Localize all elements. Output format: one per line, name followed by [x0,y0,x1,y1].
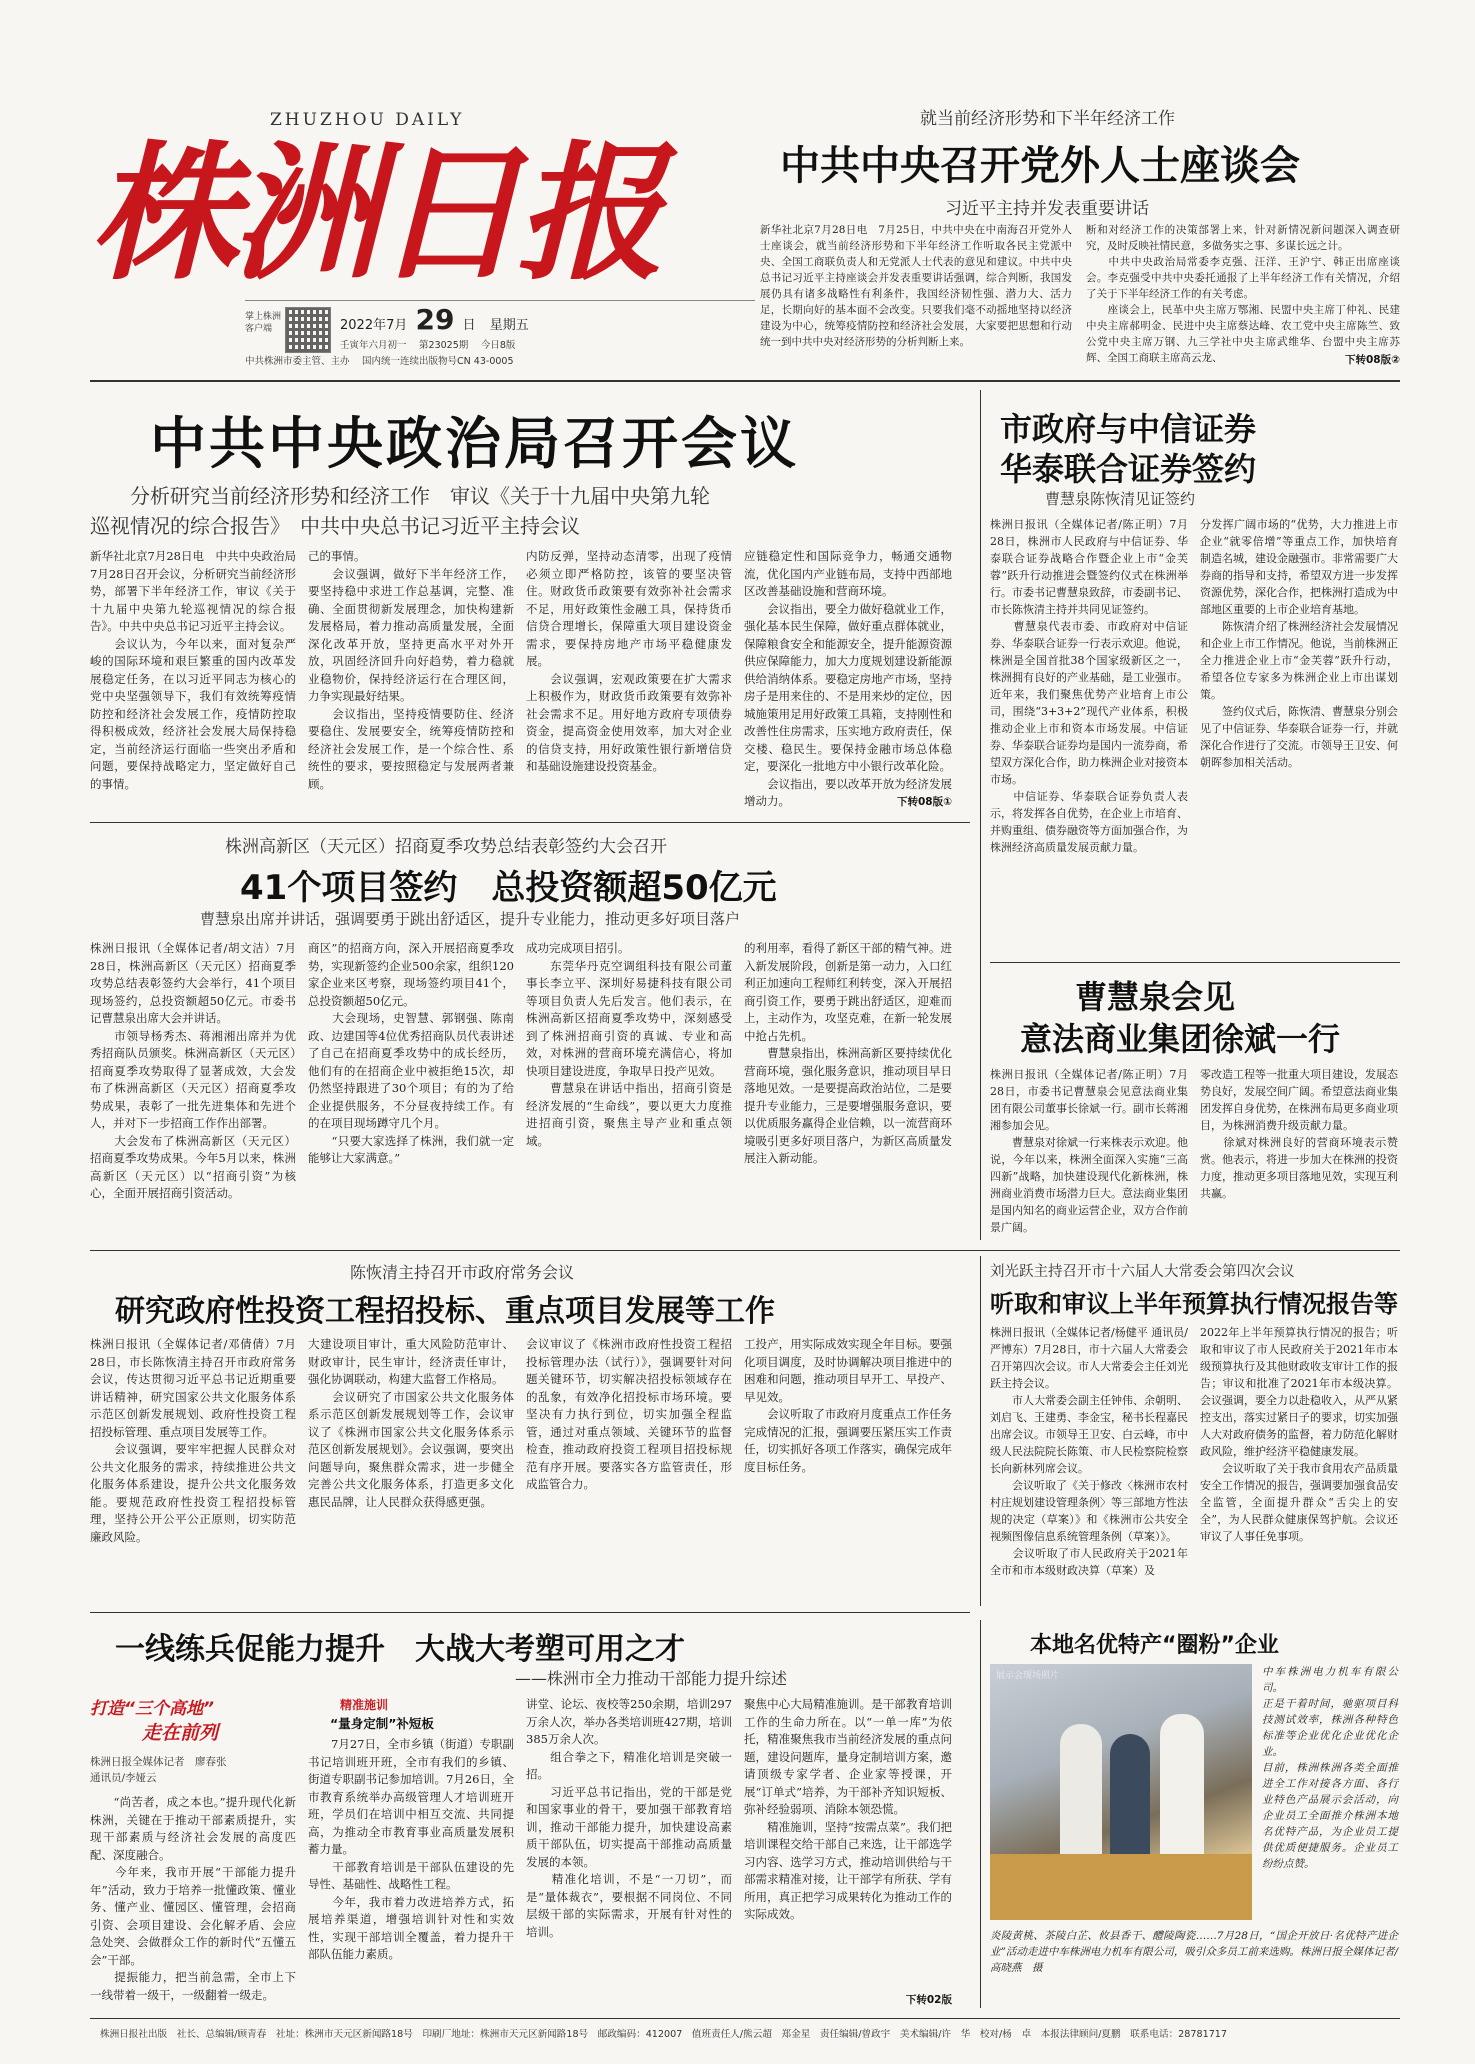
footer-info: 株洲日报社出版 社长、总编辑/顾青春 社址：株洲市天元区新闻路18号 印刷厂地址：株洲市天元区新闻路18号 邮政编码：412007 值班责任人/熊云超 郑金星 责任编辑/曾政宇 美术编辑/许 华 校对/杨 卓 本报法律顾问/夏鹏 联系电话：28781717 [100,2029,1228,2040]
divider-politburo [90,822,970,823]
highzone-col-4: 的利用率，看得了新区干部的精气神。进入新发展阶段，创新是第一动力，入口红利正加速向工程师红利转变，深入开展招商引资工作，要勇于跳出舒适区，迎难而上，主动作为，攻坚克难，在新一轮发展中抢占先机。 曹慧泉指出，株洲高新区要持续优化营商环境，强化服务意识，推动项目早日落地见效。一是要提高政治站位，二是要提升专业能力，三是要增强服务意识，要以优质服务赢得企业信赖，以一流营商环境吸引更多好项目落户，为新区高质量发展注入新动能。 [744,941,952,1165]
gov-col-2: 大建设项目审计，重大风险防范审计、财政审计，民生审计，经济责任审计，强化协调联动，构建大监督工作格局。 会议研究了市国家公共文化服务体系示范区创新发展规划等工作，会议审议了《株洲市国家公共文化服务体系示范区创新发展规划》。会议强调，要突出问题导向，聚焦群众需求，进一步健全完善公共文化服务体系，打造更多文化惠民品牌，让人民群众获得感更强。 [308,1337,514,1509]
date-day: 29 [415,303,455,336]
enterprise-side-text: 中车株洲电力机车有限公司。 正是干着时间，驰驱项目科技测试效率，株洲各种特色标准等企业优化企业优化企业。 目前，株洲株洲各类全面推进全工作对接各方面、各行业特色产品展示会活动，向企业员工全面推介株洲本地名优特产品，为企业员工提供优质便捷服务。企业员工纷纷点赞。 [1262,1666,1398,1870]
gov-kicker: 陈恢清主持召开市政府常务会议 [350,1263,575,1282]
politburo-article [90,390,970,810]
cn-code: 国内统一连续出版物号CN 43-0005 [362,356,514,367]
photo-person-1 [1060,1724,1102,1864]
issue-date [340,303,529,336]
divider-footer [90,2018,1400,2019]
politburo-col-3: 内防反弹，坚持动态清零，出现了疫情必须立即严格防控，该管的要坚决管住。财政货币政策要有效弥补社会需求不足，用好政策性金融工具，保持货币信贷合理增长，保障重大项目建设资金需求，要保持房地产市场平稳健康发展。 会议强调，宏观政策要在扩大需求上积极作为，财政货币政策要有效弥补社会需求不足。用好地方政府专项债券资金，提高资金使用效率，加大对企业的信贷支持，用好政策性银行新增信贷和基础设施建设投资基金。 [526,549,732,773]
npc-title[interactable]: 听取和审议上半年预算执行情况报告等 [990,1290,1398,1318]
caomeet-col-2: 零改造工程等一批重大项目建设，发展态势良好，发展空间广阔。希望意法商业集团发挥自身优势，在株洲布局更多商业项目，为株洲消费升级贡献力量。 徐斌对株洲良好的营商环境表示赞赏。他表示，将进一步加大在株洲的投资力度，推动更多项目落地见效，实现互利共赢。 [1200,1068,1398,1200]
caomeet-title-1[interactable]: 曹慧泉会见 [1075,978,1236,1016]
enterprise-article [990,1624,1400,2010]
politburo-continue[interactable]: 下转08版① [896,796,952,808]
photo-person-3 [1160,1714,1204,1864]
training-continue[interactable]: 下转02版 [905,1994,952,2006]
citic-col-1: 株洲日报讯（全媒体记者/陈正明）7月28日，株洲市人民政府与中信证券、华泰联合证券战略合作暨企业上市“金芙蓉”跃升行动推进会暨签约仪式在株洲举行。市委书记曹慧泉致辞，市委副书记、市长陈恢清主持并共同见证签约。 曹慧泉代表市委、市政府对中信证券、华泰联合证券一行表示欢迎。他说，株洲是全国首批38个国家级新区之一，株洲拥有良好的产业基础，是工业强市。近年来，我们聚焦优势产业培育上市公司，围绕“3+3+2”现代产业体系，积极推动企业上市和资本市场发展。中信证券、华泰联合证券均是国内一流券商，希望双方深化合作，助力株洲企业对接资本市场。 中信证券、华泰联合证券负责人表示，将发挥各自优势，在企业上市培育、并购重组、债券融资等方面加强合作，为株洲经济高质量发展贡献力量。 [990,518,1188,854]
enterprise-photo[interactable] [990,1664,1252,1920]
lead-subtitle: 习近平主持并发表重要讲话 [945,199,1149,219]
page-count: 今日8版 [480,340,516,351]
training-title[interactable]: 一线练兵促能力提升 大战大考塑可用之才 [115,1632,685,1667]
divider-vertical-1 [980,390,981,1240]
lead-title[interactable]: 中共中央召开党外人士座谈会 [780,143,1300,189]
highzone-col-2: 商区”的招商方向，深入开展招商夏季攻势，实现新签约企业500余家，组织120家企业来区考察，现场签约项目41个，总投资额超50亿元。 大会现场，史智慧、郭钢强、陈南政、边建国等4位优秀招商队员代表讲述了自己在招商夏季攻势中的成长经历，他们有的在招商企业中被拒绝15次，却仍然坚持跟进了30个项目；有的为了给企业提供服务，不分昼夜持续工作。有的在项目现场蹲守几个月。 “只要大家选择了株洲，我们就一定能够让大家满意。” [308,941,514,1165]
lunar-date: 壬寅年六月初一 [340,340,407,351]
training-col-4: 聚焦中心大局精准施训。是干部教育培训工作的生命力所在。以“一单一库”为依托，精准聚焦我市当前经济发展的重点问题，建设问题库，量身定制培训方案，邀请顶级专家学者、企业家等授课，开展“订单式”培养，为干部补齐知识短板、弥补经验弱项、消除本领恐慌。 精准施训，坚持“按需点菜”。我们把培训课程交给干部自己来选，让干部选学习内容、选学习方式，推动培训供给与干部需求精准对接，让干部学有所获、学有所用，真正把学习成果转化为推动工作的实际成效。 [744,1697,952,1921]
section-logo [90,1694,286,1744]
app-label: 掌上株洲 客户端 [245,312,282,334]
highzone-article [90,828,970,1240]
issue-info-line [340,337,515,351]
section-logo-line-1: 打造“三个高地” [90,1699,214,1719]
politburo-col-1: 新华社北京7月28日电 中共中央政治局7月28日召开会议，分析研究当前经济形势，部署下半年经济工作，审议《关于十九届中央第九轮巡视情况的综合报告》。中共中央总书记习近平主持会议。 会议认为，今年以来，面对复杂严峻的国际环境和艰巨繁重的国内改革发展稳定任务，在以习近平同志为核心的党中央坚强领导下，我们有效统筹疫情防控和经济社会发展工作，疫情防控取得积极成效，经济社会发展大局保持稳定，当前经济运行面临一些突出矛盾和问题，要保持战略定力，坚定做好自己的事情。 [90,549,296,791]
politburo-subtitle-2: 巡视情况的综合报告》 中共中央总书记习近平主持会议 [90,514,580,538]
gov-title[interactable]: 研究政府性投资工程招投标、重点项目发展等工作 [115,1294,775,1329]
lead-kicker: 就当前经济形势和下半年经济工作 [920,109,1175,129]
highzone-title[interactable]: 41个项目签约 总投资额超50亿元 [240,868,777,908]
politburo-col-2: 己的事情。 会议强调，做好下半年经济工作，要坚持稳中求进工作总基调，完整、准确、全面贯彻新发展理念，加快构建新发展格局，着力推动高质量发展，全面深化改革开放，坚持更高水平对外开放，巩固经济回升向好趋势，着力稳就业稳物价，保持经济运行在合理区间，力争实现最好结果。 会议指出，坚持疫情要防住、经济要稳住、发展要安全，统筹疫情防控和经济社会发展工作，是一个综合性、系统性的要求，要按照稳定与发展两者兼顾。 [308,549,514,791]
divider-gov [90,1612,970,1613]
training-byline: 株洲日报全媒体记者 廖春张 通讯员/李娅云 [90,1756,227,1784]
enterprise-title[interactable]: 本地名优特产“圈粉”企业 [1030,1633,1279,1658]
politburo-title[interactable]: 中共中央政治局召开会议 [150,412,799,477]
npc-col-1: 株洲日报讯（全媒体记者/杨健平 通讯员/严博东）7月28日，市十六届人大常委会召开第四次会议。市人大常委会主任刘光跃主持会议。 市人大常委会副主任钟伟、余朝明、刘启飞、王建勇、李金宝，秘书长程嘉民出席会议。市领导王卫安、白云峰，市中级人民法院院长陈策、市人民检察院检察长向新林列席会议。 会议听取了《关于修改〈株洲市农村村庄规划建设管理条例〉等三部地方性法规的决定（草案）》和《株洲市公共安全视频图像信息系统管理条例（草案）》。 会议听取了市人民政府关于2021年全市和市本级财政决算（草案）及 [990,1326,1188,1577]
caomeet-article [990,968,1400,1240]
gov-col-3: 会议审议了《株洲市政府性投资工程招投标管理办法（试行）》，强调要针对问题关键环节，切实解决招投标领域存在的乱象，有效净化招投标市场环境。要坚决有力执行到位，切实加强全程监管，通过对重点领域、关键环节的监督检查，推动政府投资工程项目招投标规范有序开展。要落实各方监管责任，形成监管合力。 [526,1337,732,1491]
photo-label: 展示会现场照片 [996,1671,1060,1681]
lead-article [760,98,1400,368]
masthead-logo: 株洲日报 [90,126,658,300]
highzone-subtitle: 曹慧泉出席并讲话，强调要勇于跳出舒适区，提升专业能力，推动更多好项目落户 [200,910,741,928]
highzone-kicker: 株洲高新区（天元区）招商夏季攻势总结表彰签约大会召开 [225,837,667,857]
training-col-2-subhead: “量身定制”补短板 [330,1716,434,1731]
highzone-col-1: 株洲日报讯（全媒体记者/胡文洁）7月28日，株洲高新区（天元区）招商夏季攻势总结表彰签约大会举行，41个项目现场签约，总投资额超50亿元。市委书记曹慧泉出席大会并讲话。 市领导杨秀杰、蒋湘湘出席并为优秀招商队员颁奖。株洲高新区（天元区）招商夏季攻势取得了显著成效，大会发布了株洲高新区（天元区）招商夏季攻势成果，表彰了一批先进集体和先进个人，并对下一步招商工作作出部署。 大会发布了株洲高新区（天元区）招商夏季攻势成果。今年5月以来，株洲高新区（天元区）以“招商引资”为核心，全面开展招商引资活动。 [90,941,296,1200]
citic-subtitle: 曹慧泉陈恢清见证签约 [1045,490,1196,508]
divider-vertical-3 [980,1620,981,2008]
training-col-2: 7月27日，全市乡镇（街道）专职副书记培训班开班，全市有我们的乡镇、街道专职副书记参加培训。7月26日，全市教育系统举办高级管理人才培训班开班，学员们在培训中相互交流、共同提高，为推动全市教育事业高质量发展积蓄力量。 干部教育培训是干部队伍建设的先导性、基础性、战略性工程。 今年，我市着力改进培养方式，拓展培养渠道，增强培训针对性和实效性，实现干部培训全覆盖，着力提升干部队伍能力素质。 [308,1737,514,1961]
training-subtitle: ——株洲市全力推动干部能力提升综述 [515,1669,788,1688]
training-article [90,1618,970,2010]
caomeet-col-1: 株洲日报讯（全媒体记者/陈正明）7月28日，市委书记曹慧泉会见意法商业集团有限公司董事长徐斌一行。副市长蒋湘湘参加会见。 曹慧泉对徐斌一行来株表示欢迎。他说，今年以来，株洲全面深入实施“三高四新”战略，加快建设现代化新株洲，株洲商业消费市场潜力巨大。意法商业集团是国内知名的商业运营企业，双方合作前景广阔。 [990,1068,1188,1234]
divider-mid [90,1250,1400,1251]
section-logo-line-2: 走在前列 [142,1722,219,1744]
npc-col-2: 2022年上半年预算执行情况的报告；听取和审议了市人民政府关于2021年市本级预算执行及其他财政收支审计工作的报告；审议和批准了2021年市本级决算。会议强调，要全力以赴稳收入，从严从紧控支出，落实过紧日子的要求，切实加强人大对政府债务的监督，着力防范化解财政风险，维护经济平稳健康发展。 会议听取了关于我市食用农产品质量安全工作情况的报告，强调要加强食品安全监管，全面提升群众“舌尖上的安全”，为人民群众健康保驾护航。会议还审议了人事任免事项。 [1200,1326,1398,1543]
lead-continue[interactable]: 下转08版② [1344,354,1400,366]
training-col-2-head: 精准施训 [340,1698,389,1712]
masthead-info [245,300,755,366]
citic-title-2[interactable]: 华泰联合证券签约 [1000,450,1257,488]
politburo-col-4: 应链稳定性和国际竞争力，畅通交通物流，优化国内产业链布局，支持中西部地区改善基础设施和营商环境。 会议指出，要全力做好稳就业工作，强化基本民生保障，做好重点群体就业，保障粮食安全和能源安全，提升能源资源供应保障能力，加大力度规划建设新能源供给消纳体系。要稳定房地产市场，坚持房子是用来住的、不是用来炒的定位，因城施策用足用好政策工具箱，支持刚性和改善性住房需求，压实地方政府责任，保交楼、稳民生。要保持金融市场总体稳定，要深化一批地方中小银行改革化险。 会议指出，要以改革开放为经济发展增动力。 [744,549,952,808]
npc-article [990,1256,1400,1616]
lead-col-2: 断和对经济工作的决策部署上来，针对新情况新问题深入调查研究，及时反映社情民意，多做务实之事、多谋长远之计。 中共中央政治局常委李克强、汪洋、王沪宁、韩正出席座谈会。李克强受中共中央委托通报了上半年经济工作有关情况，介绍了关于下半年经济工作的有关考虑。 座谈会上，民革中央主席万鄂湘、民盟中央主席丁仲礼、民建中央主席郝明金、民进中央主席蔡达峰、农工党中央主席陈竺、致公党中央主席万钢、九三学社中央主席武维华、台盟中央主席苏辉、全国工商联主席高云龙、 [1086,224,1400,364]
highzone-col-3: 成功完成项目招引。 东莞华丹克空调组科技有限公司董事长李立平、深圳好易捷科技有限公司等项目负责人先后发言。他们表示，在株洲高新区招商夏季攻势中，深刻感受到了株洲招商引资的真诚、专业和高效，对株洲的营商环境充满信心，将加快项目建设进度，争取早日投产见效。 曹慧泉在讲话中指出，招商引资是经济发展的“生命线”，要以更大力度推进招商引资，聚焦主导产业和重点领域。 [526,941,732,1148]
divider-vertical-2 [980,1256,981,1606]
gov-article [90,1256,970,1606]
photo-table [990,1854,1252,1920]
date-suffix: 日 [462,318,476,333]
politburo-subtitle-1: 分析研究当前经济形势和经济工作 审议《关于十九届中央第九轮 [130,484,710,508]
citic-article [990,392,1400,952]
date-line: 2022年7月 [340,318,408,333]
masthead-en-name: ZHUZHOU DAILY [270,110,465,130]
citic-title-1[interactable]: 市政府与中信证券 [1000,410,1257,448]
divider-citic [990,962,1400,963]
lead-col-1: 新华社北京7月28日电 7月25日，中共中央在中南海召开党外人士座谈会，就当前经济形势和下半年经济工作听取各民主党派中央、全国工商联负责人和无党派人士代表的意见和建议。中共中央总书记习近平主持座谈会并发表重要讲话强调，综合判断，我国发展仍具有诸多战略性有利条件，我国经济韧性强、潜力大、活力足，长期向好的基本面不会改变。只要我们毫不动摇地坚持以经济建设为中心，统筹疫情防控和经济社会发展，大家要把思想和行动统一到中共中央对经济形势的分析判断上来。 [760,224,1072,348]
enterprise-caption: 炎陵黄桃、茶陵白芷、攸县香干、醴陵陶瓷……7月28日，“国企开放日·名优特产进企业”活动走进中车株洲电力机车有限公司，吸引众多员工前来选购。株洲日报全媒体记者/高晓燕 摄 [990,1930,1398,1974]
training-col-1: “尚苦者，成之本也。”提升现代化新株洲，关键在于推动干部素质提升，实现干部素质与经济社会发展的高度匹配、深度融合。 今年来，我市开展“干部能力提升年”活动，致力于培养一批懂政策、懂业务、懂产业、懂园区、懂管理，会招商引资、会项目建设、会化解矛盾、会应急处突、会做群众工作的新时代“五懂五会”干部。 提振能力，把当前急需，全市上下一线带着一级干，一级翻着一级走。 [90,1795,296,2002]
divider-top [90,380,1400,382]
publisher-line [245,353,514,367]
app-qr-code[interactable] [285,307,331,353]
npc-kicker: 刘光跃主持召开市十六届人大常委会第四次会议 [990,1264,1295,1280]
citic-col-2: 分发挥广阔市场的“优势，大力推进上市企业“就零倍增”等重点工作，加快培育制造名城，建设金融强市。非常需要广大券商的指导和支持，希望双方进一步发挥资源优势，深化合作，把株洲打造成为中部地区重要的上市企业培育基地。 陈恢清介绍了株洲经济社会发展情况和企业上市工作情况。他说，当前株洲正全力推进企业上市“金芙蓉”跃升行动，希望各位专家多为株洲企业上市出谋划策。 签约仪式后，陈恢清、曹慧泉分别会见了中信证券、华泰联合证券一行，并就深化合作进行了交流。市领导王卫安、何朝晖参加相关活动。 [1200,518,1398,769]
issue-number: 第23025期 [419,340,469,351]
photo-person-2 [1110,1734,1150,1864]
gov-col-4: 工投产，用实际成效实现全年目标。要强化项目调度，及时协调解决项目推进中的困难和问题，推动项目早开工、早投产、早见效。 会议听取了市政府月度重点工作任务完成情况的汇报，强调要压紧压实工作责任，切实抓好各项工作落实，确保完成年度目标任务。 [744,1337,952,1474]
gov-col-1: 株洲日报讯（全媒体记者/邓倩倩）7月28日，市长陈恢清主持召开市政府常务会议，传达贯彻习近平总书记近期重要讲话精神，研究国家公共文化服务体系示范区创新发展规划、政府性投资工程招投标管理、重点项目发展等工作。 会议强调，要牢牢把握人民群众对公共文化服务的需求，持续推进公共文化服务体系建设，提升公共文化服务效能。要规范政府性投资工程招投标管理，坚持公开公平公正原则，切实防范廉政风险。 [90,1337,296,1544]
caomeet-title-2[interactable]: 意法商业集团徐斌一行 [1020,1020,1341,1058]
weekday: 星期五 [489,318,529,333]
training-col-3: 讲堂、论坛、夜校等250余期，培训297万余人次，举办各类培训班427期，培训385万余人次。 组合拳之下，精准化培训是突破一招。 习近平总书记指出，党的干部是党和国家事业的骨干，要加强干部教育培训，推动干部能力提升，加快建设高素质干部队伍，切实提高干部推动高质量发展的本领。 精准化培训，不是“一刀切”，而是“量体裁衣”，要根据不同岗位、不同层级干部的实际需求，开展有针对性的培训。 [526,1697,732,1939]
publisher: 中共株洲市委主管、主办 [245,356,350,367]
